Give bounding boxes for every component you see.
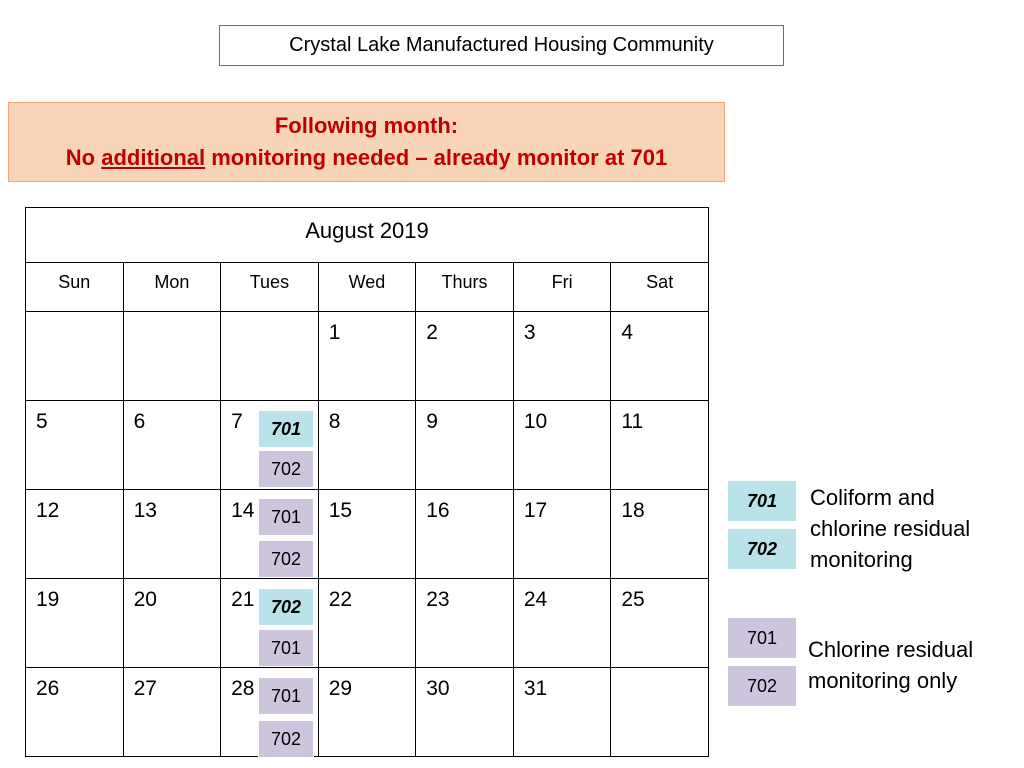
notice-underlined-word: additional — [101, 145, 206, 170]
notice-line-1: Following month: — [274, 113, 459, 138]
day-header-label: Wed — [348, 272, 386, 292]
calendar-day-cell — [26, 490, 124, 579]
calendar-day-cell — [26, 312, 124, 401]
sample-site-chip-aug7-top: 701 — [258, 410, 314, 448]
legend-coliform-chip-702: 702 — [727, 528, 797, 570]
calendar-day-cell — [318, 668, 416, 757]
day-header-label: Mon — [154, 272, 190, 292]
day-header-label: Tues — [249, 272, 290, 292]
notice-suffix: monitoring needed – already monitor at 701 — [205, 145, 668, 170]
sample-site-chip-aug28-top: 701 — [258, 677, 314, 715]
day-number: 12 — [36, 499, 60, 522]
legend-chlorine-chip-702: 702 — [727, 665, 797, 707]
notice-banner — [8, 102, 725, 182]
sample-site-chip-aug21-bottom: 701 — [258, 629, 314, 667]
calendar-day-cell — [513, 312, 611, 401]
calendar-day-cell — [123, 401, 221, 490]
day-number: 24 — [523, 588, 548, 611]
day-header-mon — [123, 263, 221, 312]
day-number: 18 — [621, 499, 645, 522]
calendar-week-3 — [26, 490, 709, 579]
calendar-day-cell — [513, 668, 611, 757]
calendar-day-cell — [513, 579, 611, 668]
day-number: 2 — [426, 321, 438, 344]
day-number: 9 — [426, 410, 438, 433]
day-header-label: Fri — [551, 272, 573, 292]
calendar-day-cell — [26, 668, 124, 757]
sample-site-chip-aug14-bottom: 702 — [258, 540, 314, 578]
sample-site-chip-aug14-top: 701 — [258, 498, 314, 536]
day-header-tues — [221, 263, 319, 312]
legend-coliform-line: monitoring — [810, 547, 913, 572]
calendar-week-2 — [26, 401, 709, 490]
day-number: 27 — [133, 677, 157, 700]
calendar-week-4 — [26, 579, 709, 668]
legend-coliform-text — [810, 482, 970, 575]
sample-site-chip-aug7-bottom: 702 — [258, 450, 314, 488]
day-number: 17 — [523, 499, 548, 522]
day-number: 28 — [231, 677, 255, 700]
page-title — [219, 25, 784, 66]
calendar-day-cell — [318, 312, 416, 401]
day-number: 26 — [36, 677, 60, 700]
day-number: 1 — [328, 321, 341, 344]
day-number: 7 — [231, 410, 243, 433]
day-number: 23 — [426, 588, 450, 611]
day-header-label: Thurs — [441, 272, 488, 292]
day-number: 8 — [328, 410, 341, 433]
notice-prefix: No — [65, 145, 102, 170]
calendar-day-cell — [26, 401, 124, 490]
day-header-sat — [611, 263, 709, 312]
day-number: 25 — [621, 588, 645, 611]
day-number: 6 — [133, 410, 146, 433]
day-number: 19 — [36, 588, 60, 611]
calendar-day-cell — [123, 490, 221, 579]
notice-line-2 — [9, 145, 724, 171]
legend-chlorine-line: monitoring only — [808, 668, 958, 693]
calendar-day-cell — [221, 312, 319, 401]
legend-coliform-line: Coliform and — [810, 485, 935, 510]
calendar-day-cell — [416, 312, 514, 401]
day-header-wed — [318, 263, 416, 312]
sample-site-chip-aug28-bottom: 702 — [258, 720, 314, 758]
calendar-day-cell — [611, 579, 709, 668]
day-number: 13 — [133, 499, 157, 522]
day-number: 15 — [328, 499, 353, 522]
calendar-day-cell — [513, 490, 611, 579]
day-header-label: Sun — [58, 272, 91, 292]
legend-chlorine-chip-701: 701 — [727, 617, 797, 659]
day-number: 30 — [426, 677, 450, 700]
calendar-day-cell — [611, 312, 709, 401]
title-text: Crystal Lake Manufactured Housing Community — [289, 34, 714, 56]
day-number: 31 — [523, 677, 548, 700]
sample-site-chip-aug21-top: 702 — [258, 588, 314, 626]
legend-coliform-line: chlorine residual — [810, 516, 971, 541]
day-header-label: Sat — [646, 272, 674, 292]
day-header-fri — [513, 263, 611, 312]
day-number: 14 — [231, 499, 255, 522]
day-number: 16 — [426, 499, 450, 522]
day-header-sun — [26, 263, 124, 312]
calendar-week-1 — [26, 312, 709, 401]
calendar-day-cell — [611, 490, 709, 579]
calendar-day-cell — [318, 401, 416, 490]
calendar-day-cell — [318, 490, 416, 579]
calendar-day-cell — [123, 312, 221, 401]
calendar-month-cell — [26, 208, 709, 263]
calendar-day-cell — [26, 579, 124, 668]
calendar-day-cell — [123, 579, 221, 668]
day-number: 22 — [328, 588, 353, 611]
calendar-day-cell — [416, 668, 514, 757]
day-number: 3 — [523, 321, 536, 344]
day-header-thurs — [416, 263, 514, 312]
calendar-day-cell — [416, 579, 514, 668]
calendar-day-cell — [416, 490, 514, 579]
calendar-day-cell — [513, 401, 611, 490]
calendar-day-cell — [416, 401, 514, 490]
legend-chlorine-text — [808, 634, 973, 696]
day-number: 29 — [328, 677, 353, 700]
legend-coliform-chip-701: 701 — [727, 480, 797, 522]
day-number: 10 — [523, 410, 548, 433]
legend-chlorine-line: Chlorine residual — [808, 637, 974, 662]
calendar-week-5 — [26, 668, 709, 757]
calendar-day-cell — [611, 401, 709, 490]
day-number: 21 — [231, 588, 255, 611]
day-number: 5 — [36, 410, 48, 433]
calendar-day-cell — [318, 579, 416, 668]
calendar-day-cell — [123, 668, 221, 757]
calendar-month-label: August 2019 — [305, 218, 429, 243]
day-number: 20 — [133, 588, 157, 611]
calendar-table — [25, 207, 709, 757]
day-number: 11 — [621, 410, 644, 433]
day-number: 4 — [621, 321, 634, 344]
calendar-day-cell — [611, 668, 709, 757]
